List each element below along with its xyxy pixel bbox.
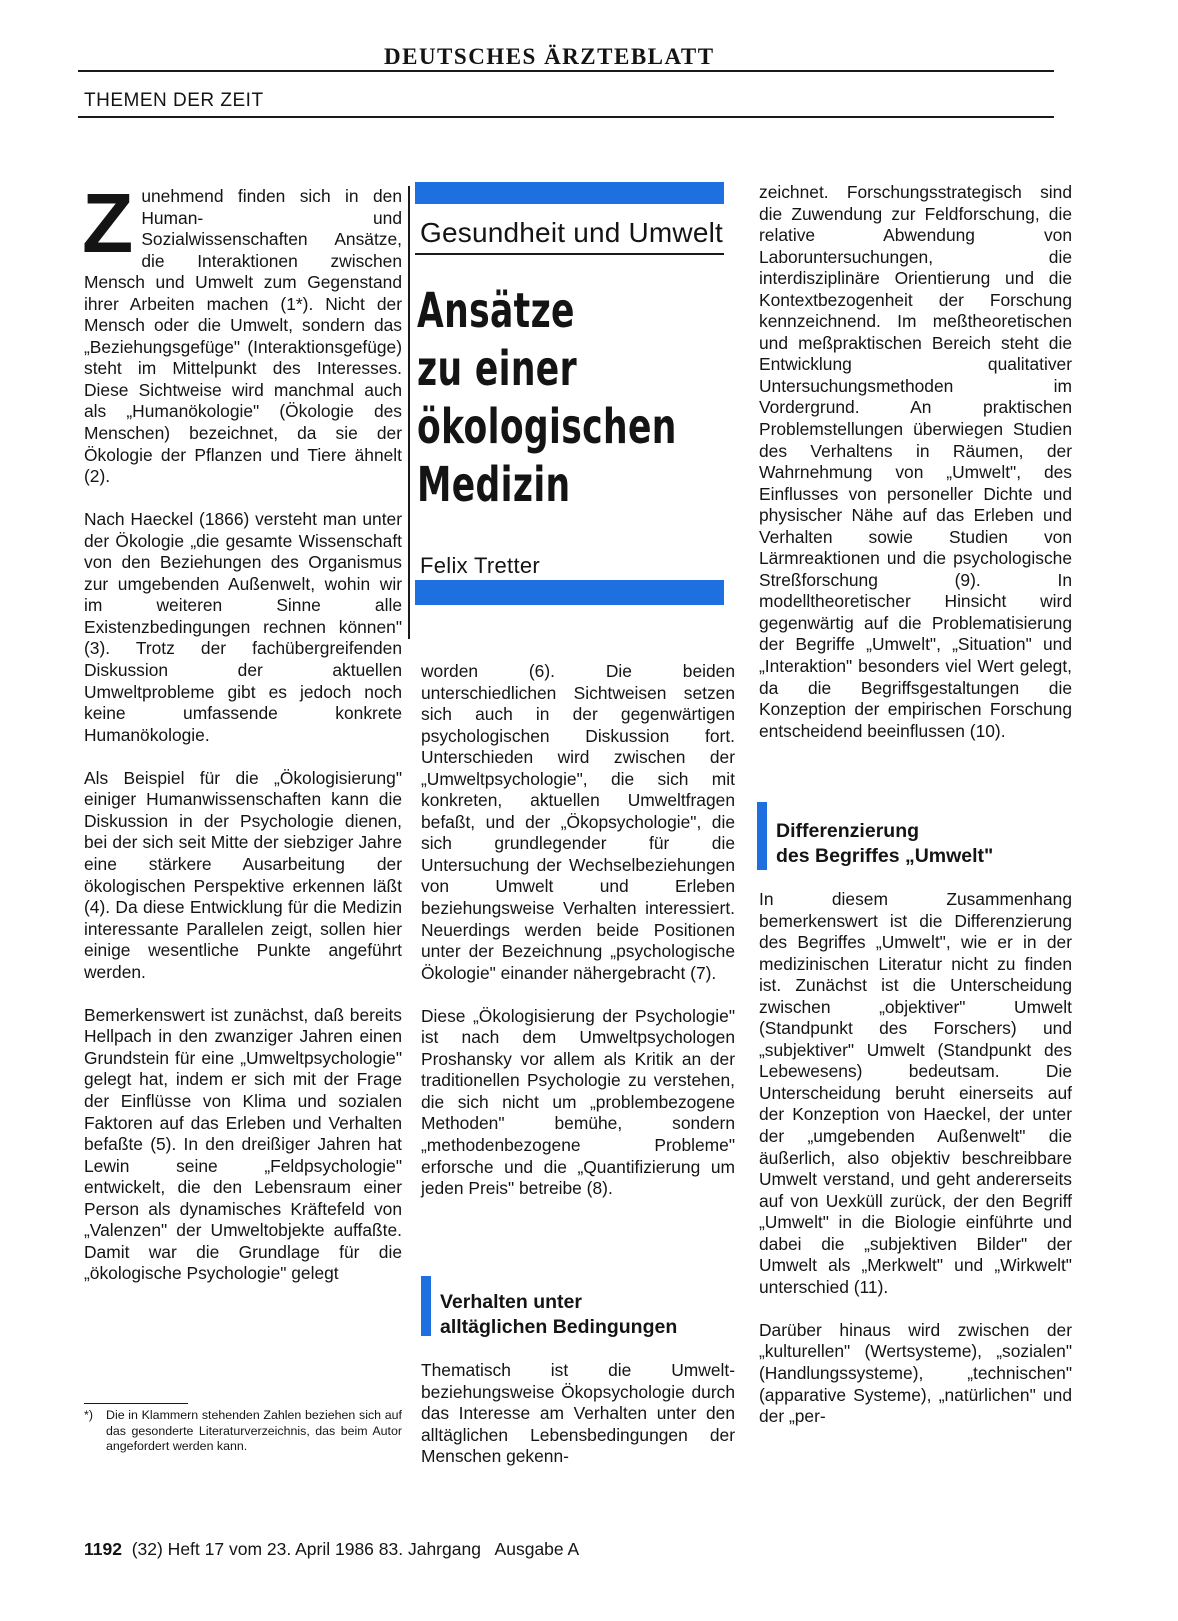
title-top-bar xyxy=(415,182,724,204)
col2-paragraph-3-block xyxy=(421,1360,735,1468)
title-line-3: ökologischen xyxy=(417,399,677,455)
drop-cap: Z xyxy=(82,176,134,270)
col2-paragraph-2: Diese „Ökologisierung der Psychologie" ist nach dem Umweltpsychologen Proshansky vor allem als Kritik an der traditionellen Psychologie zu verstehen, die sich nicht um „problembezogene Methoden" bemühe, sondern „methodenbezogene Probleme" erforsche und die „Quantifizierung um jeden Preis" betreibe (8). xyxy=(421,1005,735,1199)
col2-subhead-line-2: alltäglichen Bedingungen xyxy=(440,1316,678,1338)
col2-subhead xyxy=(440,1290,677,1340)
col3-subhead-line-2: des Begriffes „Umwelt" xyxy=(776,845,994,867)
col3-subhead xyxy=(776,819,993,869)
issue-info: (32) Heft 17 vom 23. April 1986 83. Jahrgang Ausgabe A xyxy=(121,1539,580,1559)
col2-paragraph-1: worden (6). Die beiden unterschiedlichen Sichtweisen setzen sich auch in der gegenwärtigen psychologischen Diskussion fort. Unterschieden wird zwischen der „Umweltpsychologie", die sich mit konkreten, aktuellen Umweltfragen befaßt, und der „Ökopsychologie", die sich grundlegender für die Untersuchung der Wechselbeziehungen von Umwelt und Erleben beziehungsweise Verhalten interessiert. Neuerdings werden beide Positionen unter der Bezeichnung „psychologische Ökologie" einander nähergebracht (7). xyxy=(421,661,735,983)
col3-subhead-line-1: Differenzierung xyxy=(776,820,920,842)
footnote-text: Die in Klammern stehenden Zahlen beziehen sich auf das gesonderte Literaturverzeichnis, das beim Autor angefordert werden kann. xyxy=(106,1408,402,1453)
col2-subhead-bar xyxy=(421,1276,431,1336)
section-title: THEMEN DER ZEIT xyxy=(84,90,264,111)
page-number: 1192 xyxy=(84,1539,122,1559)
col1-paragraph-1 xyxy=(82,176,402,488)
footnote-mark: *) xyxy=(84,1408,93,1422)
col3-subhead-bar xyxy=(757,802,767,870)
col3-lower-block xyxy=(759,889,1072,1428)
footnote-rule xyxy=(84,1403,188,1404)
column-1 xyxy=(82,176,402,1285)
article-title xyxy=(417,282,677,514)
masthead-rule xyxy=(78,70,1054,72)
title-block-divider xyxy=(408,186,410,639)
col2-subhead-line-1: Verhalten unter xyxy=(440,1291,582,1313)
col3-paragraph-2: In diesem Zusammenhang bemerkenswert ist die Differenzierung des Begriffes „Umwelt", wie er in der medizinischen Literatur nicht zu finden ist. Zunächst ist die Unterscheidung zwischen „objektiver" Umwelt (Standpunkt des Forschers) und „subjektiver" Umwelt (Standpunkt des Lebewesens) bedeutsam. Die Unterscheidung beruht einerseits auf der Konzeption von Haeckel, der unter der „umgebenden Außenwelt" die äußerlich, also objektiv beschreibbare Umwelt verstand, und geht andererseits auf von Uexküll zurück, der den Begriff „Umwelt" in die Biologie einführte und dabei die „subjektiven Bilder" der Umwelt als „Merkwelt" und „Wirkwelt" unterschied (11). xyxy=(759,889,1072,1297)
col1-p1-text: unehmend finden sich in den Human- und Sozialwissenschaften Ansätze, die Interaktionen zwischen Mensch und Umwelt zum Gegenstand ihrer Arbeiten machen (1*). Nicht der Mensch oder die Umwelt, sondern das „Beziehungsgefüge" (Interaktionsgefüge) steht im Mittelpunkt des Interesses. Diese Sichtweise wird manchmal auch als „Humanökologie" (Ökologie des Menschen) bezeichnet, da sie der Ökologie der Pflanzen und Tiere ähnelt (2). xyxy=(84,186,402,487)
column-2 xyxy=(421,661,735,1200)
article-author: Felix Tretter xyxy=(420,553,541,578)
title-bottom-bar xyxy=(415,580,724,605)
kicker-rule xyxy=(415,253,724,255)
column-3 xyxy=(759,182,1072,742)
col1-paragraph-3: Als Beispiel für die „Ökologisierung" einiger Humanwissenschaften kann die Diskussion in der Psychologie dienen, bei der sich seit Mitte der siebziger Jahre eine stärkere Ausarbeitung der ökologischen Perspektive erkennen läßt (4). Da diese Entwicklung für die Medizin interessante Parallelen zeigt, sollen hier einige wesentliche Punkte angeführt werden. xyxy=(84,767,402,982)
col3-paragraph-1: zeichnet. Forschungsstrategisch sind die Zuwendung zur Feldforschung, die relative Abwendung von Laboruntersuchungen, die interdisziplinäre Orientierung und die Kontextbezogenheit der Forschung kennzeichnend. Im meßtheoretischen und meßpraktischen Bereich steht die Entwicklung qualitativer Untersuchungsmethoden im Vordergrund. An praktischen Problemstellungen überwiegen Studien des Verhaltens in Räumen, der Wahrnehmung von „Umwelt", des Einflusses von personeller Dichte und physischer Nähe auf das Erleben und Verhalten sowie Studien von Lärmreaktionen und die psychologische Streßforschung (9). In modelltheoretischer Hinsicht wird gegenwärtig auf die Problematisierung der Begriffe „Umwelt", „Situation" und „Interaktion" besonders viel Wert gelegt, da die Begriffsgestaltungen die Konzeption der empirischen Forschung entscheidend beeinflussen (10). xyxy=(759,182,1072,741)
masthead: DEUTSCHES ÄRZTEBLATT xyxy=(384,44,715,69)
col2-paragraph-3: Thematisch ist die Umwelt- beziehungsweise Ökopsychologie durch das Interesse am Verhalten unter den alltäglichen Lebensbedingungen der Menschen gekenn- xyxy=(421,1360,735,1467)
col3-paragraph-3: Darüber hinaus wird zwischen der „kulturellen" (Wertsysteme), „sozialen" (Handlungssysteme), „technischen" (apparative Systeme), „natürlichen" und der „per- xyxy=(759,1319,1072,1427)
footnote xyxy=(84,1408,402,1455)
article-kicker: Gesundheit und Umwelt xyxy=(420,217,724,248)
section-rule xyxy=(78,116,1054,118)
col1-paragraph-4: Bemerkenswert ist zunächst, daß bereits Hellpach in den zwanziger Jahren einen Grundstein für eine „Umweltpsychologie" gelegt hat, indem er sich mit der Frage der Einflüsse von Klima und sozialen Faktoren auf das Erleben und Verhalten befaßte (5). In den dreißiger Jahren hat Lewin seine „Feldpsychologie" entwickelt, die den Lebensraum einer Person als dynamisches Kräftefeld von „Valenzen" der Umweltobjekte auffaßte. Damit war die Grundlage für die „ökologische Psychologie" gelegt xyxy=(84,1004,402,1284)
col1-paragraph-2: Nach Haeckel (1866) versteht man unter der Ökologie „die gesamte Wissenschaft von den Beziehungen des Organismus zur umgebenden Außenwelt, wohin wir im weiteren Sinne alle Existenzbedingungen rechnen können" (3). Trotz der fachübergreifenden Diskussion der aktuellen Umweltprobleme gibt es jedoch noch keine umfassende konkrete Humanökologie. xyxy=(84,509,402,745)
title-line-2: zu einer xyxy=(417,341,578,397)
title-line-1: Ansätze xyxy=(417,283,575,339)
title-line-4: Medizin xyxy=(417,457,571,513)
page-folio xyxy=(84,1539,579,1560)
